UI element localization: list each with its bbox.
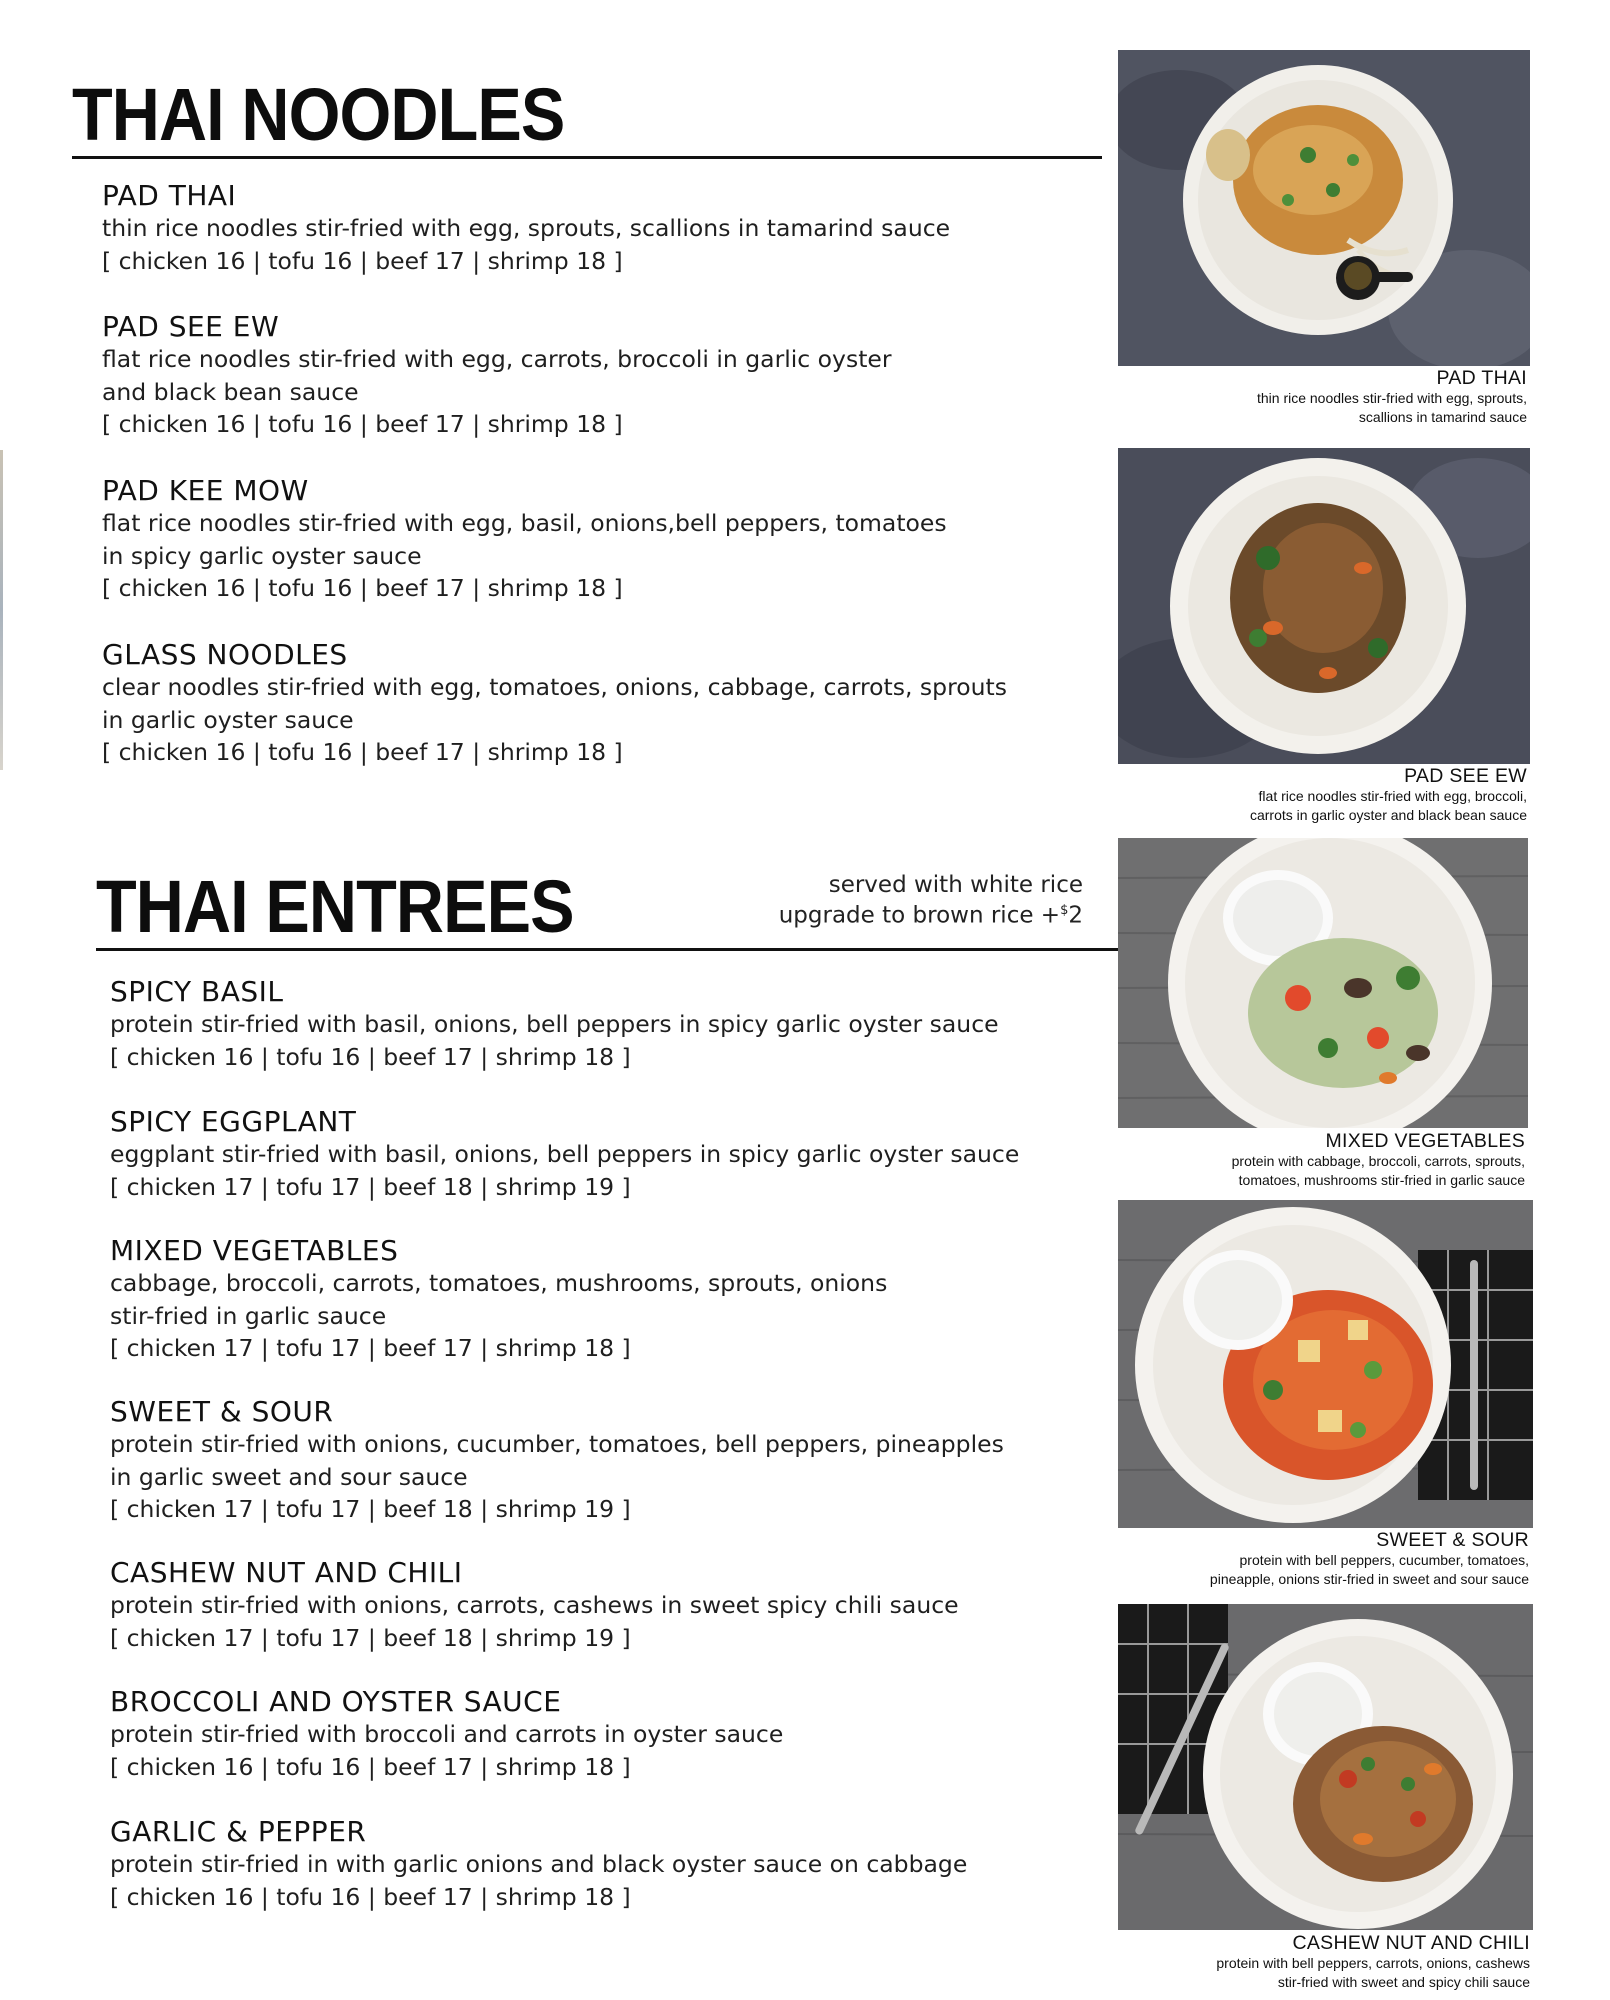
pad-see-ew-photo-caption xyxy=(1250,765,1527,825)
item-name: MIXED VEGETABLES xyxy=(110,1234,399,1267)
item-description: protein stir-fried with onions, carrots, cashews in sweet spicy chili sauce xyxy=(110,1591,959,1619)
menu-item-pad-see-ew xyxy=(102,311,1162,441)
pad-thai-plate-photo xyxy=(1118,50,1530,366)
item-price: [ chicken 16 | tofu 16 | beef 17 | shrimp 18 ] xyxy=(102,574,623,602)
item-description: eggplant stir-fried with basil, onions, bell peppers in spicy garlic oyster sauce xyxy=(110,1140,1020,1168)
caption-description: protein with cabbage, broccoli, carrots, sprouts, tomatoes, mushrooms stir-fried in garlic sauce xyxy=(1231,1153,1525,1188)
cashew-chili-plate-photo xyxy=(1118,1604,1533,1930)
menu-item-mixed-vegetables xyxy=(110,1235,1170,1365)
menu-item-spicy-eggplant xyxy=(110,1106,1170,1203)
thai-noodles-rule xyxy=(72,156,1102,159)
item-price: [ chicken 16 | tofu 16 | beef 17 | shrimp 18 ] xyxy=(110,1042,631,1071)
item-name: GARLIC & PEPPER xyxy=(110,1815,367,1848)
caption-title: SWEET & SOUR xyxy=(1376,1529,1529,1551)
thai-noodles-heading: THAI NOODLES xyxy=(72,73,565,156)
menu-item-sweet-sour xyxy=(110,1396,1170,1526)
sweet-sour-photo-caption xyxy=(1210,1529,1529,1589)
item-price: [ chicken 16 | tofu 16 | beef 17 | shrimp 18 ] xyxy=(102,738,623,766)
item-name: CASHEW NUT AND CHILI xyxy=(110,1556,463,1589)
served-with-rice-note xyxy=(779,872,1083,929)
item-price: [ chicken 17 | tofu 17 | beef 17 | shrimp 18 ] xyxy=(110,1334,631,1362)
item-price: [ chicken 17 | tofu 17 | beef 18 | shrimp 19 ] xyxy=(110,1495,631,1523)
item-name: PAD KEE MOW xyxy=(102,474,309,507)
item-price: [ chicken 16 | tofu 16 | beef 17 | shrimp 18 ] xyxy=(110,1882,631,1911)
caption-title: MIXED VEGETABLES xyxy=(1325,1130,1525,1152)
item-description: clear noodles stir-fried with egg, tomatoes, onions, cabbage, carrots, sprouts in garlic oyster sauce xyxy=(102,673,1007,734)
item-name: BROCCOLI AND OYSTER SAUCE xyxy=(110,1685,562,1718)
menu-item-garlic-pepper xyxy=(110,1816,1170,1913)
item-price: [ chicken 17 | tofu 17 | beef 18 | shrimp 19 ] xyxy=(110,1623,631,1652)
caption-title: PAD THAI xyxy=(1436,367,1527,389)
item-description: cabbage, broccoli, carrots, tomatoes, mushrooms, sprouts, onions stir-fried in garlic sauce xyxy=(110,1269,888,1330)
item-description: flat rice noodles stir-fried with egg, carrots, broccoli in garlic oyster and black bean sauce xyxy=(102,345,892,406)
mixed-vegetables-plate-photo xyxy=(1118,838,1528,1128)
menu-item-broccoli-oyster xyxy=(110,1686,1170,1783)
item-description: thin rice noodles stir-fried with egg, sprouts, scallions in tamarind sauce xyxy=(102,214,951,242)
mixed-vegetables-photo-caption xyxy=(1232,1130,1525,1190)
item-price: [ chicken 16 | tofu 16 | beef 17 | shrimp 18 ] xyxy=(110,1752,631,1781)
menu-item-pad-kee-mow xyxy=(102,475,1162,605)
cashew-chili-photo-caption xyxy=(1216,1932,1530,1992)
item-name: GLASS NOODLES xyxy=(102,638,348,671)
pad-see-ew-plate-photo xyxy=(1118,448,1530,764)
item-price: [ chicken 16 | tofu 16 | beef 17 | shrimp 18 ] xyxy=(102,410,623,438)
served-note-line-2: upgrade to brown rice +$2 xyxy=(778,902,1083,929)
item-price: [ chicken 16 | tofu 16 | beef 17 | shrimp 18 ] xyxy=(102,246,623,275)
item-name: SWEET & SOUR xyxy=(110,1395,334,1428)
thai-entrees-rule xyxy=(96,948,1118,951)
item-name: PAD SEE EW xyxy=(102,310,280,343)
item-price: [ chicken 17 | tofu 17 | beef 18 | shrimp 19 ] xyxy=(110,1172,631,1201)
item-description: protein stir-fried with onions, cucumber, tomatoes, bell peppers, pineapples in garlic sweet and sour sauce xyxy=(110,1430,1004,1491)
menu-item-spicy-basil xyxy=(110,976,1170,1073)
served-note-line-1: served with white rice xyxy=(828,872,1083,898)
caption-title: CASHEW NUT AND CHILI xyxy=(1292,1932,1530,1954)
caption-description: flat rice noodles stir-fried with egg, broccoli, carrots in garlic oyster and black bean sauce xyxy=(1249,788,1527,823)
item-description: flat rice noodles stir-fried with egg, basil, onions,bell peppers, tomatoes in spicy garlic oyster sauce xyxy=(102,509,947,570)
menu-item-pad-thai xyxy=(102,180,1162,277)
pad-thai-photo-caption xyxy=(1257,367,1527,427)
caption-description: thin rice noodles stir-fried with egg, sprouts, scallions in tamarind sauce xyxy=(1256,390,1527,425)
caption-description: protein with bell peppers, cucumber, tomatoes, pineapple, onions stir-fried in sweet and sour sauce xyxy=(1209,1552,1529,1587)
caption-description: protein with bell peppers, carrots, onions, cashews stir-fried with sweet and spicy chili sauce xyxy=(1216,1955,1530,1990)
sweet-sour-plate-photo xyxy=(1118,1200,1533,1528)
caption-title: PAD SEE EW xyxy=(1404,765,1527,787)
item-name: PAD THAI xyxy=(102,179,237,212)
item-description: protein stir-fried with broccoli and carrots in oyster sauce xyxy=(110,1720,784,1748)
item-name: SPICY BASIL xyxy=(110,975,284,1008)
item-name: SPICY EGGPLANT xyxy=(110,1105,357,1138)
item-description: protein stir-fried with basil, onions, bell peppers in spicy garlic oyster sauce xyxy=(110,1010,999,1038)
left-edge-photo-sliver xyxy=(0,450,3,770)
menu-item-glass-noodles xyxy=(102,639,1162,769)
item-description: protein stir-fried in with garlic onions and black oyster sauce on cabbage xyxy=(110,1850,968,1878)
menu-item-cashew-nut-chili xyxy=(110,1557,1170,1654)
thai-entrees-heading: THAI ENTREES xyxy=(96,865,574,948)
